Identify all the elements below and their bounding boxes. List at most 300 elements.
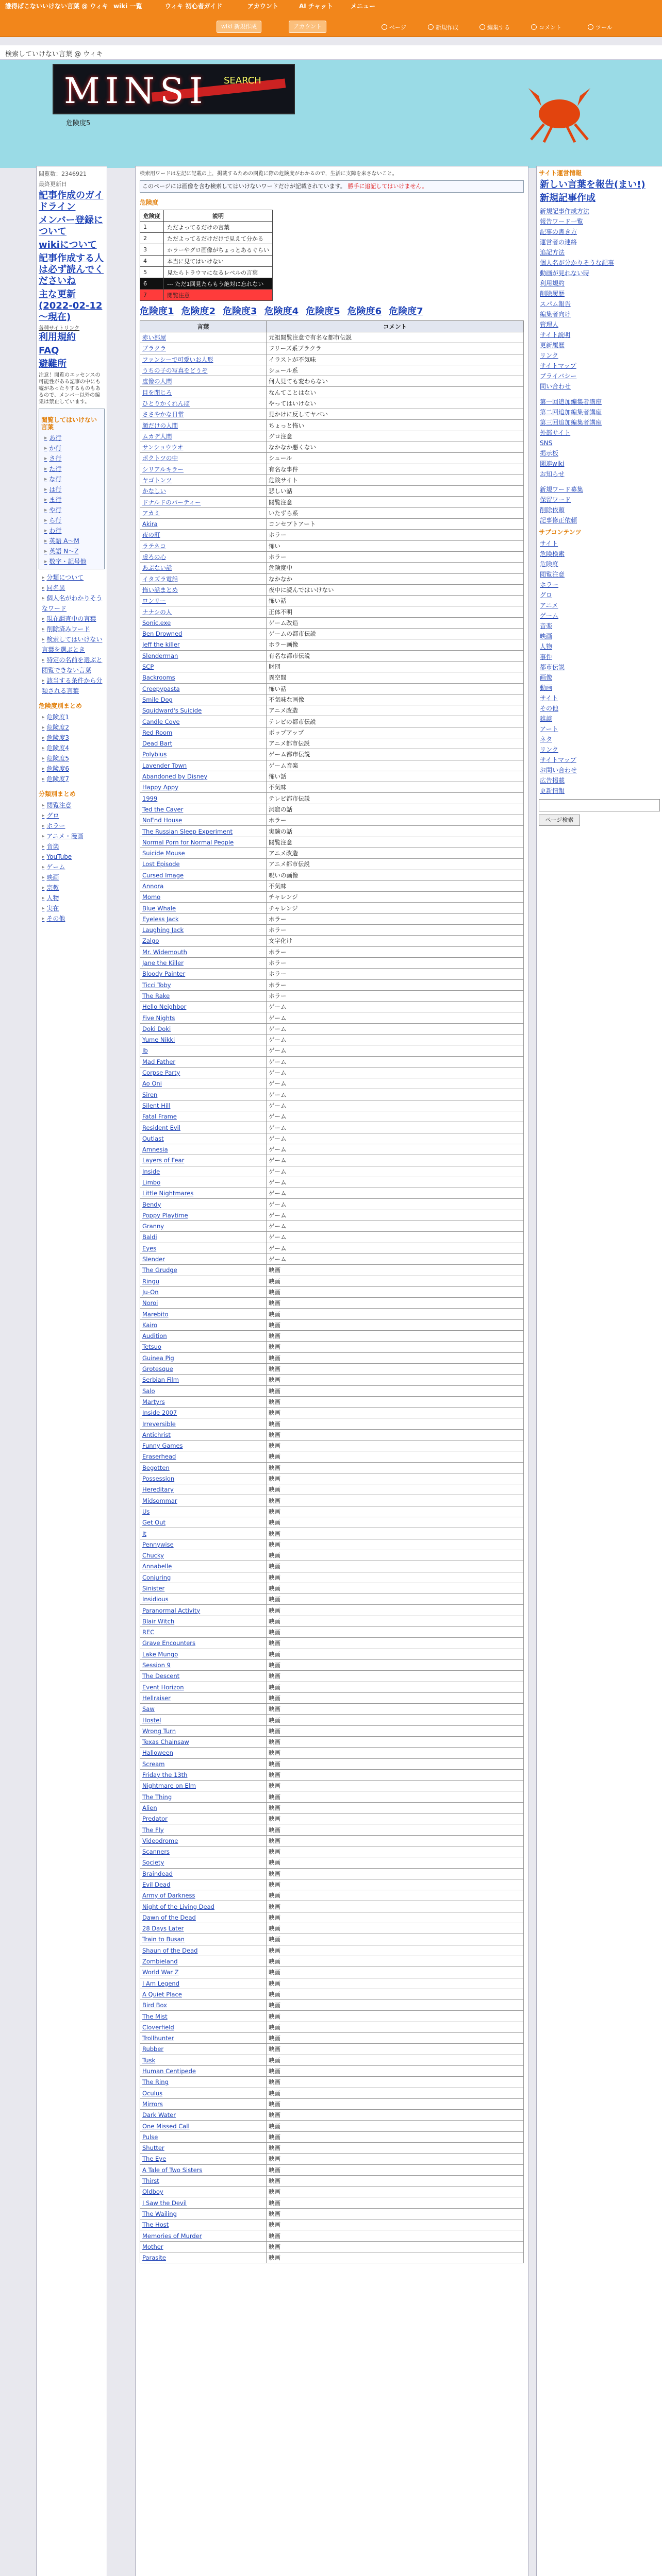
right-link[interactable]: スパム報告 — [540, 300, 571, 308]
right-link[interactable]: 第一回追加編集者講座 — [540, 398, 602, 405]
word-cell[interactable]: The Eye — [140, 2154, 267, 2164]
menu-item[interactable]: ▶ な行 — [41, 474, 102, 484]
word-cell[interactable]: Annora — [140, 880, 267, 891]
sub-link[interactable]: 更新情報 — [540, 787, 565, 794]
site-links[interactable]: 各種サイトリンク — [39, 326, 80, 331]
sub-link[interactable]: 都市伝説 — [540, 664, 565, 671]
nav-edit[interactable]: 編集する — [479, 23, 510, 31]
word-cell[interactable]: Inside 2007 — [140, 1408, 267, 1418]
word-cell[interactable]: Tusk — [140, 2055, 267, 2065]
word-cell[interactable]: Trollhunter — [140, 2033, 267, 2044]
word-cell[interactable]: Bird Box — [140, 2000, 267, 2011]
category-item[interactable]: ▶ 同名異 — [39, 583, 105, 593]
word-cell[interactable]: A Quiet Place — [140, 1989, 267, 1999]
genre-item[interactable]: ▶ 実在 — [39, 903, 105, 913]
word-cell[interactable]: Rubber — [140, 2044, 267, 2055]
word-cell[interactable]: Lake Mungo — [140, 1649, 267, 1659]
danger-item[interactable]: ▶ 危険度3 — [39, 733, 105, 743]
sub-link[interactable]: アニメ — [540, 602, 558, 609]
guide-link[interactable]: ウィキ 初心者ガイド — [165, 3, 223, 10]
updates-link[interactable]: 主な更新(2022-02-12～現在) — [39, 289, 103, 323]
word-cell[interactable]: Ringu — [140, 1276, 267, 1286]
sub-link[interactable]: アート — [540, 725, 558, 733]
word-cell[interactable]: 顔だけの人間 — [140, 420, 267, 431]
category-item[interactable]: ▶ 分類について — [39, 572, 105, 583]
word-cell[interactable]: Grotesque — [140, 1363, 267, 1374]
right-link[interactable]: 更新履歴 — [540, 342, 565, 349]
word-cell[interactable]: Annabelle — [140, 1561, 267, 1572]
word-cell[interactable]: Eyes — [140, 1243, 267, 1253]
word-cell[interactable]: ボクトツの中 — [140, 453, 267, 464]
word-cell[interactable]: Eraserhead — [140, 1451, 267, 1462]
word-cell[interactable]: Guinea Pig — [140, 1352, 267, 1363]
word-cell[interactable]: The Descent — [140, 1671, 267, 1682]
word-cell[interactable]: かなしい — [140, 486, 267, 497]
right-link[interactable]: SNS — [540, 439, 553, 447]
word-cell[interactable]: Salo — [140, 1385, 267, 1396]
sub-link[interactable]: 映画 — [540, 633, 553, 640]
word-cell[interactable]: Wrong Turn — [140, 1725, 267, 1736]
word-cell[interactable]: It — [140, 1528, 267, 1539]
word-cell[interactable]: Squidward's Suicide — [140, 705, 267, 716]
right-link[interactable]: 追記方法 — [540, 249, 565, 256]
word-cell[interactable]: I Saw the Devil — [140, 2197, 267, 2208]
sub-link[interactable]: サイト — [540, 694, 558, 702]
word-cell[interactable]: The Host — [140, 2219, 267, 2230]
word-cell[interactable]: Abandoned by Disney — [140, 771, 267, 782]
word-cell[interactable]: Tetsuo — [140, 1342, 267, 1352]
sub-link[interactable]: サイト — [540, 540, 558, 547]
word-cell[interactable]: Mad Father — [140, 1056, 267, 1067]
word-cell[interactable]: Hellraiser — [140, 1692, 267, 1703]
category-item[interactable]: ▶ 個人名がわかりそうなワード — [39, 593, 105, 614]
word-cell[interactable]: アカミ — [140, 507, 267, 518]
word-cell[interactable]: One Missed Call — [140, 2121, 267, 2131]
sub-link[interactable]: 画像 — [540, 674, 553, 681]
level-nav-link[interactable]: 危険度5 — [306, 306, 340, 317]
right-link[interactable]: 記事修正依頼 — [540, 517, 577, 524]
level-nav-link[interactable]: 危険度3 — [223, 306, 257, 317]
genre-item[interactable]: ▶ ホラー — [39, 821, 105, 831]
genre-item[interactable]: ▶ 人物 — [39, 893, 105, 903]
category-item[interactable]: ▶ 削除済みワード — [39, 624, 105, 634]
word-cell[interactable]: Laughing Jack — [140, 925, 267, 936]
word-cell[interactable]: Dark Water — [140, 2110, 267, 2121]
word-cell[interactable]: Slenderman — [140, 650, 267, 661]
word-cell[interactable]: Friday the 13th — [140, 1769, 267, 1780]
word-cell[interactable]: Five Nights — [140, 1012, 267, 1023]
word-cell[interactable]: Society — [140, 1857, 267, 1868]
word-cell[interactable]: 28 Days Later — [140, 1923, 267, 1934]
word-cell[interactable]: Slender — [140, 1253, 267, 1264]
word-cell[interactable]: Shutter — [140, 2142, 267, 2153]
word-cell[interactable]: Silent Hill — [140, 1100, 267, 1111]
shelter-link[interactable]: 避難所 — [39, 359, 67, 369]
word-cell[interactable]: Zombieland — [140, 1956, 267, 1967]
danger-item[interactable]: ▶ 危険度2 — [39, 722, 105, 733]
genre-item[interactable]: ▶ 映画 — [39, 872, 105, 883]
word-cell[interactable]: The Ring — [140, 2077, 267, 2088]
word-cell[interactable]: Resident Evil — [140, 1122, 267, 1133]
danger-item[interactable]: ▶ 危険度7 — [39, 774, 105, 784]
word-cell[interactable]: The Russian Sleep Experiment — [140, 826, 267, 837]
word-cell[interactable]: Backrooms — [140, 672, 267, 683]
word-cell[interactable]: Ju-On — [140, 1286, 267, 1297]
sub-link[interactable]: グロ — [540, 591, 553, 599]
word-cell[interactable]: A Tale of Two Sisters — [140, 2164, 267, 2175]
word-cell[interactable]: Inside — [140, 1166, 267, 1177]
word-cell[interactable]: World War Z — [140, 1967, 267, 1978]
level-nav-link[interactable]: 危険度4 — [264, 306, 299, 317]
right-link[interactable]: プライバシー — [540, 372, 577, 380]
right-link[interactable]: 関連wiki — [540, 460, 565, 467]
right-link[interactable]: 報告ワード一覧 — [540, 218, 584, 225]
word-cell[interactable]: ロンリー — [140, 596, 267, 606]
wiki-list-link[interactable]: wiki 一覧 — [113, 3, 142, 10]
word-cell[interactable]: Outlast — [140, 1133, 267, 1144]
category-item[interactable]: ▶ 現在調査中の言葉 — [39, 614, 105, 624]
word-cell[interactable]: Train to Busan — [140, 1934, 267, 1945]
word-cell[interactable]: 1999 — [140, 793, 267, 804]
word-cell[interactable]: Sinister — [140, 1583, 267, 1594]
level-nav-link[interactable]: 危険度7 — [389, 306, 423, 317]
word-cell[interactable]: Saw — [140, 1704, 267, 1715]
menu-item[interactable]: ▶ や行 — [41, 505, 102, 515]
word-cell[interactable]: Cursed Image — [140, 870, 267, 880]
site-title[interactable]: 誰得ぱこないいけない言葉 @ ウィキ — [5, 3, 108, 10]
guideline-link[interactable]: 記事作成のガイドライン — [39, 190, 104, 212]
word-cell[interactable]: 目を閉じろ — [140, 387, 267, 398]
word-cell[interactable]: うちの子の写真をどうぞ — [140, 365, 267, 376]
word-cell[interactable]: あぶない話 — [140, 563, 267, 573]
category-item[interactable]: ▶ 該当する条件から分類される言葉 — [39, 675, 105, 696]
right-link[interactable]: 削除依頼 — [540, 506, 565, 514]
word-cell[interactable]: Ib — [140, 1045, 267, 1056]
right-link[interactable]: 新規記事作成方法 — [540, 208, 590, 215]
menu-item[interactable]: ▶ は行 — [41, 484, 102, 495]
genre-item[interactable]: ▶ 閲覧注意 — [39, 800, 105, 810]
word-cell[interactable]: ブラクラ — [140, 343, 267, 354]
nav-page[interactable]: ページ — [382, 23, 406, 31]
word-cell[interactable]: ひとりかくれんぼ — [140, 398, 267, 409]
word-cell[interactable]: Chucky — [140, 1550, 267, 1561]
word-cell[interactable]: Texas Chainsaw — [140, 1737, 267, 1748]
word-cell[interactable]: Ben Drowned — [140, 629, 267, 639]
word-cell[interactable]: Hostel — [140, 1715, 267, 1725]
word-cell[interactable]: Doki Doki — [140, 1023, 267, 1034]
genre-item[interactable]: ▶ その他 — [39, 913, 105, 924]
word-cell[interactable]: ささやかな日常 — [140, 409, 267, 420]
word-cell[interactable]: 虚ろの心 — [140, 551, 267, 562]
word-cell[interactable]: Hello Neighbor — [140, 1002, 267, 1012]
word-cell[interactable]: Dead Bart — [140, 738, 267, 749]
word-cell[interactable]: Thirst — [140, 2175, 267, 2186]
word-cell[interactable]: Memories of Murder — [140, 2230, 267, 2241]
word-cell[interactable]: The Rake — [140, 990, 267, 1001]
right-link[interactable]: 掲示板 — [540, 450, 559, 457]
word-cell[interactable]: Kairo — [140, 1319, 267, 1330]
word-cell[interactable]: 怖い話まとめ — [140, 584, 267, 595]
word-cell[interactable]: Normal Porn for Normal People — [140, 837, 267, 848]
site-logo[interactable] — [53, 64, 295, 114]
search-input[interactable] — [539, 799, 660, 811]
word-cell[interactable]: Noroi — [140, 1298, 267, 1309]
word-cell[interactable]: ラテネコ — [140, 540, 267, 551]
word-cell[interactable]: Akira — [140, 519, 267, 530]
word-cell[interactable]: ヤゴトンツ — [140, 474, 267, 485]
word-cell[interactable]: Red Room — [140, 727, 267, 738]
word-cell[interactable]: Cloverfield — [140, 2022, 267, 2032]
menu-item[interactable]: ▶ 英語 N～Z — [41, 546, 102, 556]
word-cell[interactable]: Granny — [140, 1221, 267, 1232]
genre-item[interactable]: ▶ YouTube — [39, 852, 105, 862]
word-cell[interactable]: Shaun of the Dead — [140, 1945, 267, 1956]
level-nav-link[interactable]: 危険度2 — [181, 306, 216, 317]
danger-item[interactable]: ▶ 危険度6 — [39, 764, 105, 774]
word-cell[interactable]: Pennywise — [140, 1539, 267, 1550]
word-cell[interactable]: Jeff the killer — [140, 639, 267, 650]
right-link[interactable]: 第三回追加編集者講座 — [540, 419, 602, 426]
tab-title[interactable]: 検索していけない言葉 @ ウィキ — [5, 50, 103, 58]
word-cell[interactable]: Eyeless Jack — [140, 913, 267, 924]
sub-link[interactable]: リンク — [540, 746, 558, 753]
word-cell[interactable]: Army of Darkness — [140, 1890, 267, 1901]
word-cell[interactable]: Ted the Caver — [140, 804, 267, 815]
right-link[interactable]: 削除履歴 — [540, 290, 565, 297]
word-cell[interactable]: Midsommar — [140, 1495, 267, 1506]
word-cell[interactable]: Possession — [140, 1473, 267, 1484]
word-cell[interactable]: Ao Oni — [140, 1078, 267, 1089]
terms-link[interactable]: 利用規約 — [39, 332, 76, 343]
menu-item[interactable]: ▶ た行 — [41, 464, 102, 474]
word-cell[interactable]: Lavender Town — [140, 760, 267, 771]
right-link[interactable]: 問い合わせ — [540, 383, 571, 390]
word-cell[interactable]: Amnesia — [140, 1144, 267, 1155]
word-cell[interactable]: ナナシの人 — [140, 606, 267, 617]
word-cell[interactable]: Begotten — [140, 1462, 267, 1473]
word-cell[interactable]: The Grudge — [140, 1265, 267, 1276]
word-cell[interactable]: Antichrist — [140, 1429, 267, 1440]
faq-link[interactable]: FAQ — [39, 345, 59, 356]
word-cell[interactable]: Parasite — [140, 2252, 267, 2263]
right-link[interactable]: 保留ワード — [540, 496, 571, 503]
word-cell[interactable]: Hereditary — [140, 1484, 267, 1495]
word-cell[interactable]: Yume Nikki — [140, 1035, 267, 1045]
sub-link[interactable]: 動画 — [540, 684, 553, 691]
sub-link[interactable]: サイトマップ — [540, 756, 576, 764]
word-cell[interactable]: Mr. Widemouth — [140, 946, 267, 957]
word-cell[interactable]: Marebito — [140, 1309, 267, 1319]
word-cell[interactable]: Poppy Playtime — [140, 1210, 267, 1221]
sub-link[interactable]: 人物 — [540, 643, 553, 650]
right-link[interactable]: リンク — [540, 352, 558, 359]
genre-item[interactable]: ▶ ゲーム — [39, 862, 105, 872]
sub-link[interactable]: 閲覧注意 — [540, 571, 565, 578]
search-button[interactable]: ページ検索 — [539, 815, 580, 826]
word-cell[interactable]: Conjuring — [140, 1572, 267, 1583]
new-article-link[interactable]: 新規記事作成 — [540, 193, 595, 204]
nav-tools[interactable]: ツール — [588, 23, 613, 31]
menu-item[interactable]: ▶ ら行 — [41, 515, 102, 526]
word-cell[interactable]: The Mist — [140, 2011, 267, 2022]
menu-item[interactable]: ▶ さ行 — [41, 453, 102, 464]
danger-item[interactable]: ▶ 危険度4 — [39, 743, 105, 753]
right-link[interactable]: サイトマップ — [540, 362, 576, 369]
word-cell[interactable]: Pulse — [140, 2131, 267, 2142]
word-cell[interactable]: 虚像の人間 — [140, 376, 267, 387]
must-read-link[interactable]: 記事作成する人は必ず読んでくださいね — [39, 253, 104, 286]
genre-item[interactable]: ▶ グロ — [39, 810, 105, 821]
word-cell[interactable]: I Am Legend — [140, 1978, 267, 1989]
word-cell[interactable]: ファンシーで可愛いお人形 — [140, 354, 267, 365]
right-link[interactable]: 個人名が分かりそうな記事 — [540, 259, 615, 266]
word-cell[interactable]: Oculus — [140, 2088, 267, 2098]
word-cell[interactable]: Mother — [140, 2241, 267, 2252]
right-link[interactable]: 第二回追加編集者講座 — [540, 409, 602, 416]
word-cell[interactable]: Scanners — [140, 1846, 267, 1857]
about-wiki-link[interactable]: wikiについて — [39, 240, 97, 250]
danger-item[interactable]: ▶ 危険度1 — [39, 712, 105, 722]
menu-item[interactable]: ▶ か行 — [41, 443, 102, 453]
word-cell[interactable]: Layers of Fear — [140, 1155, 267, 1166]
right-link[interactable]: お知らせ — [540, 470, 565, 478]
word-cell[interactable]: 夜の町 — [140, 530, 267, 540]
right-link[interactable]: 編集者向け — [540, 311, 571, 318]
account-link[interactable]: アカウント — [247, 3, 278, 10]
menu-item[interactable]: ▶ あ行 — [41, 433, 102, 443]
sub-link[interactable]: ゲーム — [540, 612, 559, 619]
word-cell[interactable]: サンショウウオ — [140, 442, 267, 452]
level-nav-link[interactable]: 危険度6 — [347, 306, 382, 317]
word-cell[interactable]: Little Nightmares — [140, 1188, 267, 1199]
nav-new[interactable]: 新規作成 — [428, 23, 458, 31]
report-link[interactable]: 新しい言葉を報告(まい!) — [540, 179, 646, 190]
word-cell[interactable]: Blue Whale — [140, 903, 267, 913]
sub-link[interactable]: 事件 — [540, 653, 553, 660]
word-cell[interactable]: Insidious — [140, 1594, 267, 1605]
word-cell[interactable]: Baldi — [140, 1232, 267, 1243]
menu-item[interactable]: ▶ 英語 A～M — [41, 536, 102, 546]
word-cell[interactable]: Night of the Living Dead — [140, 1901, 267, 1912]
word-cell[interactable]: Videodrome — [140, 1835, 267, 1846]
word-cell[interactable]: Halloween — [140, 1748, 267, 1758]
word-cell[interactable]: Ticci Toby — [140, 979, 267, 990]
word-cell[interactable]: The Fly — [140, 1824, 267, 1835]
ai-chat-link[interactable]: AI チャット — [299, 3, 333, 10]
sub-link[interactable]: お問い合わせ — [540, 767, 577, 774]
word-cell[interactable]: The Thing — [140, 1791, 267, 1802]
sub-link[interactable]: 雑談 — [540, 715, 553, 722]
word-cell[interactable]: Session 9 — [140, 1659, 267, 1670]
genre-item[interactable]: ▶ アニメ・漫画 — [39, 831, 105, 841]
word-cell[interactable]: Sonic.exe — [140, 617, 267, 628]
word-cell[interactable]: Scream — [140, 1758, 267, 1769]
right-link[interactable]: 管理人 — [540, 321, 559, 328]
word-cell[interactable]: Mirrors — [140, 2098, 267, 2109]
category-item[interactable]: ▶ 特定の名前を選ぶと閲覧できない言葉 — [39, 655, 105, 675]
word-cell[interactable]: The Wailing — [140, 2208, 267, 2219]
word-cell[interactable]: Creepypasta — [140, 683, 267, 694]
account-button[interactable]: アカウント — [289, 21, 326, 33]
word-cell[interactable]: Human Centipede — [140, 2065, 267, 2076]
word-cell[interactable]: Serbian Film — [140, 1375, 267, 1385]
member-link[interactable]: メンバー登録について — [39, 215, 103, 237]
word-cell[interactable]: Alien — [140, 1802, 267, 1813]
word-cell[interactable]: Momo — [140, 892, 267, 903]
word-cell[interactable]: Corpse Party — [140, 1067, 267, 1078]
word-cell[interactable]: Predator — [140, 1814, 267, 1824]
word-cell[interactable]: Smile Dog — [140, 694, 267, 705]
word-cell[interactable]: ムカデ人間 — [140, 431, 267, 442]
word-cell[interactable]: Oldboy — [140, 2187, 267, 2197]
word-cell[interactable]: Lost Episode — [140, 859, 267, 870]
word-cell[interactable]: イタズラ電話 — [140, 573, 267, 584]
menu-link[interactable]: メニュー — [351, 3, 376, 10]
menu-item[interactable]: ▶ わ行 — [41, 526, 102, 536]
word-cell[interactable]: Grave Encounters — [140, 1638, 267, 1649]
sub-link[interactable]: 広告掲載 — [540, 777, 565, 784]
sub-link[interactable]: ホラー — [540, 581, 559, 588]
word-cell[interactable]: REC — [140, 1627, 267, 1638]
right-link[interactable]: 利用規約 — [540, 280, 565, 287]
word-cell[interactable]: Us — [140, 1506, 267, 1517]
word-cell[interactable]: Suicide Mouse — [140, 848, 267, 858]
genre-item[interactable]: ▶ 音楽 — [39, 841, 105, 852]
word-cell[interactable]: Get Out — [140, 1517, 267, 1528]
word-cell[interactable]: Bendy — [140, 1199, 267, 1210]
word-cell[interactable]: Funny Games — [140, 1440, 267, 1451]
word-cell[interactable]: Paranormal Activity — [140, 1605, 267, 1616]
word-cell[interactable]: Siren — [140, 1089, 267, 1100]
word-cell[interactable]: Polybius — [140, 749, 267, 760]
genre-item[interactable]: ▶ 宗教 — [39, 883, 105, 893]
word-cell[interactable]: Evil Dead — [140, 1879, 267, 1890]
sub-link[interactable]: その他 — [540, 705, 559, 712]
word-cell[interactable]: NoEnd House — [140, 815, 267, 826]
word-cell[interactable]: Candle Cove — [140, 716, 267, 727]
right-link[interactable]: 新規ワード募集 — [540, 486, 584, 493]
word-cell[interactable]: Event Horizon — [140, 1682, 267, 1692]
word-cell[interactable]: Dawn of the Dead — [140, 1912, 267, 1923]
new-wiki-button[interactable]: wiki 新規作成 — [217, 21, 261, 33]
menu-item[interactable]: ▶ 数字・記号他 — [41, 556, 102, 567]
word-cell[interactable]: Fatal Frame — [140, 1111, 267, 1122]
word-cell[interactable]: Audition — [140, 1331, 267, 1342]
right-link[interactable]: サイト説明 — [540, 331, 571, 338]
word-cell[interactable]: Blair Witch — [140, 1616, 267, 1626]
word-cell[interactable]: Zalgo — [140, 936, 267, 946]
nav-comment[interactable]: コメント — [531, 23, 561, 31]
menu-item[interactable]: ▶ ま行 — [41, 495, 102, 505]
category-item[interactable]: ▶ 検索してはいけない言葉を選ぶとき — [39, 634, 105, 655]
word-cell[interactable]: Braindead — [140, 1868, 267, 1879]
word-cell[interactable]: シリアルキラー — [140, 464, 267, 474]
word-cell[interactable]: Irreversible — [140, 1418, 267, 1429]
right-link[interactable]: 動画が見れない時 — [540, 269, 590, 277]
sub-link[interactable]: 音楽 — [540, 622, 553, 630]
word-cell[interactable]: ドナルドのパーティー — [140, 497, 267, 507]
sub-link[interactable]: ネタ — [540, 736, 553, 743]
word-cell[interactable]: Bloody Painter — [140, 969, 267, 979]
word-cell[interactable]: SCP — [140, 661, 267, 672]
word-cell[interactable]: Martyrs — [140, 1396, 267, 1407]
sub-link[interactable]: 危険検索 — [540, 550, 565, 557]
word-cell[interactable]: Happy Appy — [140, 782, 267, 793]
word-cell[interactable]: Jane the Killer — [140, 957, 267, 968]
word-cell[interactable]: Nightmare on Elm — [140, 1781, 267, 1791]
right-link[interactable]: 記事の書き方 — [540, 228, 577, 235]
sub-link[interactable]: 危険度 — [540, 561, 559, 568]
